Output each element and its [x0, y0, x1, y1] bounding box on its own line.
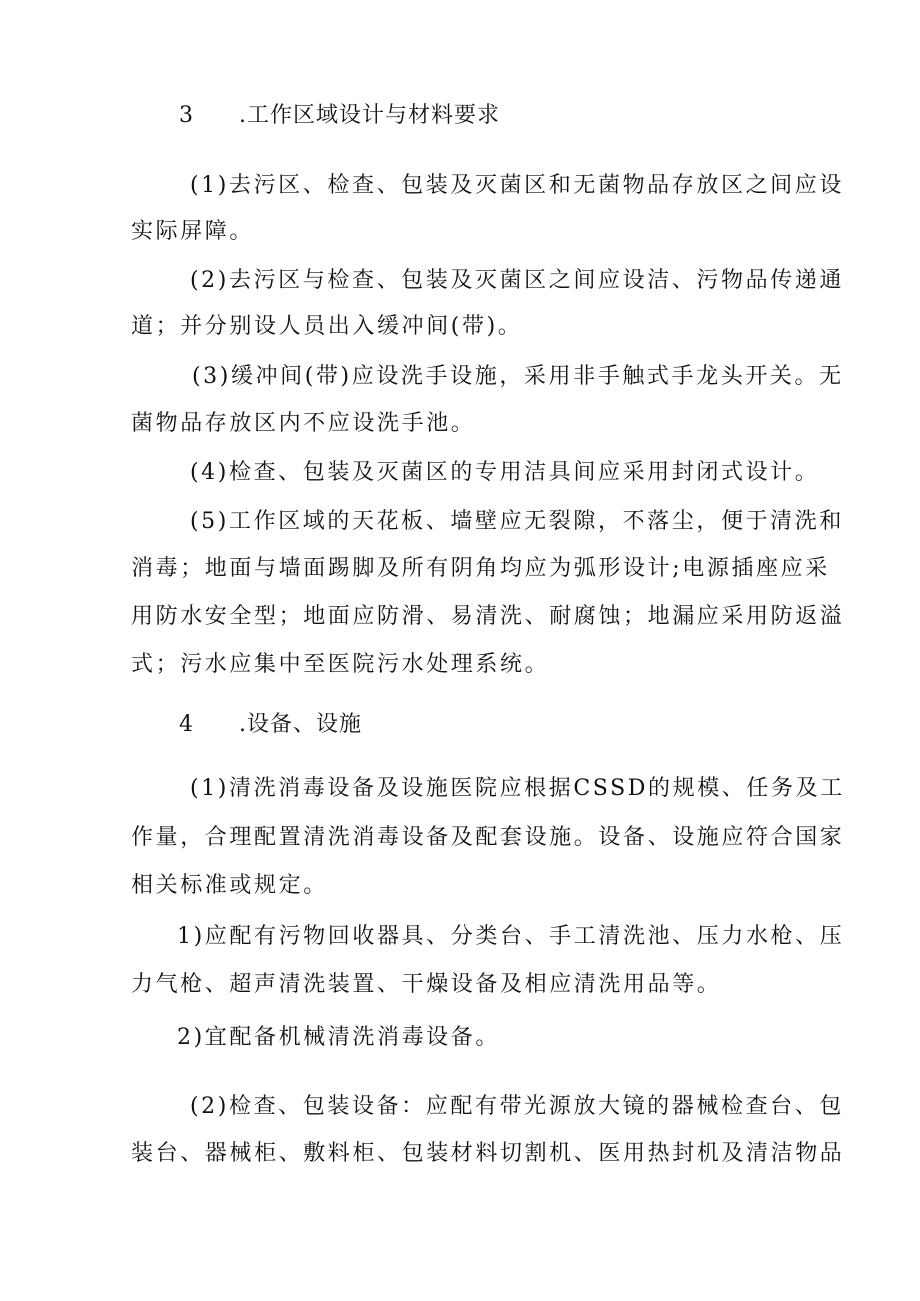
paragraph-line: (3)缓冲间(带)应设洗手设施，采用非手触式手龙头开关。无 — [192, 364, 844, 389]
paragraph-line: (1)去污区、检查、包装及灭菌区和无菌物品存放区之间应设 — [190, 173, 844, 198]
section-3-title: .工作区域设计与材料要求 — [239, 103, 500, 128]
paragraph-line: 式；污水应集中至医院污水处理系统。 — [131, 652, 550, 677]
paragraph-line: 装台、器械柜、敷料柜、包装材料切割机、医用热封机及清洁物品 — [131, 1141, 845, 1166]
section-3-number: 3 — [179, 103, 193, 128]
paragraph-line: 2)宜配备机械清洗消毒设备。 — [177, 1025, 500, 1050]
paragraph-line: (2)检查、包装设备：应配有带光源放大镜的器械检查台、包 — [190, 1094, 844, 1119]
paragraph-line: 相关标准或规定。 — [131, 873, 328, 898]
paragraph-line: 力气枪、超声清洗装置、干燥设备及相应清洗用品等。 — [131, 972, 722, 997]
section-4-title: .设备、设施 — [239, 712, 362, 737]
paragraph-line: (1)清洗消毒设备及设施医院应根据CSSD的规模、任务及工 — [190, 776, 845, 801]
paragraph-line: 1)应配有污物回收器具、分类台、手工清洗池、压力水枪、压 — [177, 924, 845, 949]
section-3-heading — [179, 101, 500, 131]
paragraph-line: 实际屏障。 — [131, 219, 255, 244]
paragraph-line: 作量，合理配置清洗消毒设备及配套设施。设备、设施应符合国家 — [131, 825, 845, 850]
paragraph-line: 道；并分别设人员出入缓冲间(带)。 — [131, 314, 523, 339]
paragraph-line: (4)检查、包装及灭菌区的专用洁具间应采用封闭式设计。 — [190, 460, 820, 485]
section-4-number: 4 — [179, 712, 193, 737]
paragraph-line: 菌物品存放区内不应设洗手池。 — [131, 411, 476, 436]
paragraph-line: 消毒；地面与墙面踢脚及所有阴角均应为弧形设计;电源插座应采 — [131, 556, 830, 581]
paragraph-line: (5)工作区域的天花板、墙壁应无裂隙，不落尘，便于清洗和 — [190, 509, 844, 534]
paragraph-line: (2)去污区与检查、包装及灭菌区之间应设洁、污物品传递通 — [190, 268, 844, 293]
section-4-heading — [179, 710, 362, 740]
paragraph-line: 用防水安全型；地面应防滑、易清洗、耐腐蚀；地漏应采用防返溢 — [131, 604, 845, 629]
